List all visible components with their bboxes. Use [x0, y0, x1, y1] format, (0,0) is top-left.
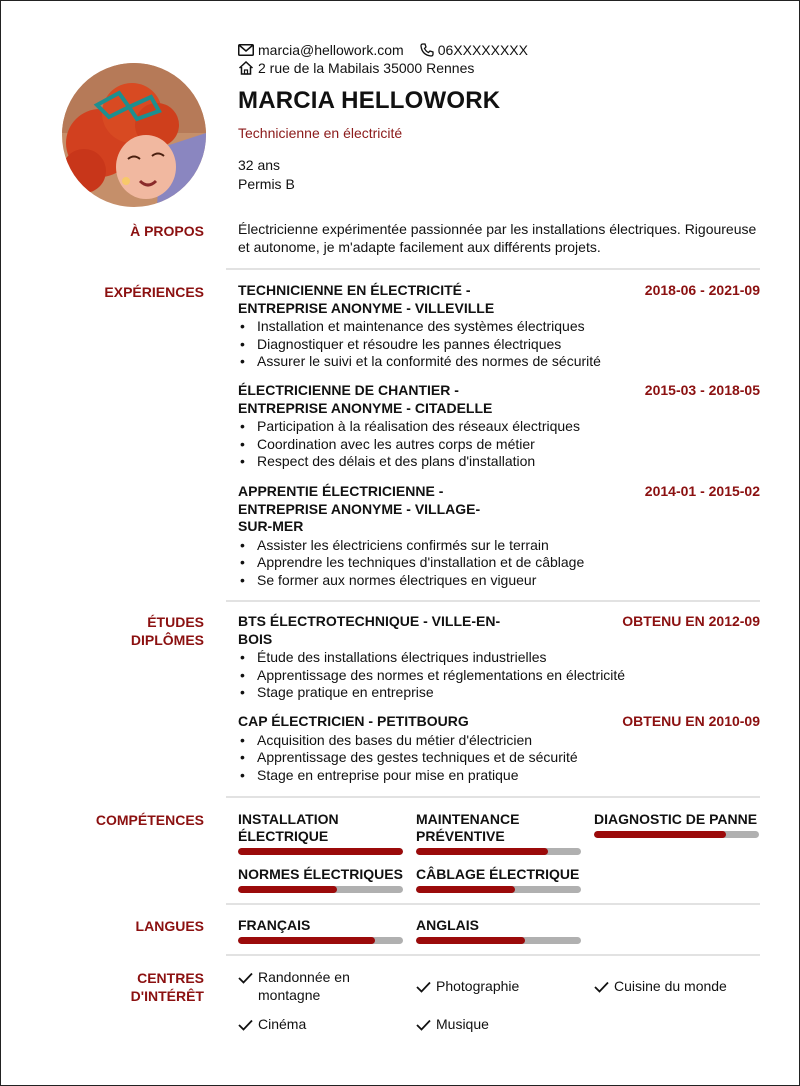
list-item: • Respect des délais et des plans d'installation	[238, 453, 760, 471]
check-icon	[416, 1019, 431, 1031]
skill-level-fill	[238, 848, 403, 855]
section-label-languages: LANGUES	[135, 918, 204, 934]
check-icon	[238, 1019, 253, 1031]
section-label-line: D'INTÉRÊT	[130, 988, 204, 1004]
divider	[226, 268, 760, 270]
section-label-line: DIPLÔMES	[130, 632, 204, 648]
address-text: 2 rue de la Mabilais 35000 Rennes	[258, 60, 475, 76]
list-item: • Installation et maintenance des systèmes électriques	[238, 318, 760, 336]
list-item: • Apprentissage des gestes techniques et de sécurité	[238, 749, 760, 767]
check-icon	[594, 981, 609, 993]
divider	[226, 796, 760, 798]
home-icon	[238, 61, 254, 75]
interest-item	[238, 968, 388, 1004]
list-item: • Étude des installations électriques industrielles	[238, 649, 760, 667]
skill-name: DIAGNOSTIC DE PANNE	[594, 811, 758, 827]
experience-date: 2015-03 - 2018-05	[644, 382, 760, 398]
interest-label: Photographie	[436, 978, 520, 994]
section-label-skills: COMPÉTENCES	[95, 812, 204, 828]
interest-label: Musique	[436, 1016, 489, 1032]
divider	[226, 954, 760, 956]
envelope-icon	[238, 44, 254, 56]
skill-name: INSTALLATION ÉLECTRIQUE	[238, 811, 339, 844]
skill-name: CÂBLAGE ÉLECTRIQUE	[416, 866, 580, 882]
skill-item	[238, 866, 403, 893]
interest-item	[238, 1015, 306, 1033]
language-name: FRANÇAIS	[238, 917, 311, 933]
education-entry	[238, 713, 760, 784]
list-item: • Assister les électriciens confirmés sur le terrain	[238, 537, 760, 555]
email-text: marcia@hellowork.com	[258, 42, 404, 58]
divider	[226, 903, 760, 905]
divider	[226, 600, 760, 602]
skill-level-fill	[416, 886, 515, 893]
profile-photo	[62, 63, 206, 207]
section-label-studies	[131, 613, 204, 649]
section-label-line: ÉTUDES	[147, 614, 204, 630]
experience-title: TECHNICIENNE EN ÉLECTRICITÉ - ENTREPRISE ANONYME - VILLEVILLE	[238, 282, 495, 316]
language-name: ANGLAIS	[416, 917, 479, 933]
section-label-experiences: EXPÉRIENCES	[104, 284, 204, 300]
list-item: • Se former aux normes électriques en vigueur	[238, 572, 760, 590]
list-item: • Stage en entreprise pour mise en pratique	[238, 767, 760, 785]
section-label-about: À PROPOS	[130, 223, 204, 239]
driving-license: Permis B	[238, 176, 295, 192]
list-item: • Apprentissage des normes et réglementations en électricité	[238, 667, 760, 685]
interest-item	[594, 977, 727, 995]
address-contact	[238, 60, 474, 76]
skill-item	[416, 811, 581, 855]
experience-title: APPRENTIE ÉLECTRICIENNE - ENTREPRISE ANONYME - VILLAGE-SUR-MER	[238, 483, 481, 534]
candidate-name: MARCIA HELLOWORK	[238, 87, 501, 114]
list-item: • Apprendre les techniques d'installation et de câblage	[238, 554, 760, 572]
phone-text: 06XXXXXXXX	[437, 42, 528, 58]
interest-item	[416, 1015, 489, 1033]
interest-label: Cuisine du monde	[614, 978, 727, 994]
check-icon	[238, 972, 253, 984]
experience-entry	[238, 382, 760, 471]
email-contact[interactable]	[238, 42, 404, 58]
experience-title: ÉLECTRICIENNE DE CHANTIER - ENTREPRISE ANONYME - CITADELLE	[238, 382, 493, 416]
interest-item	[416, 977, 519, 995]
education-title: BTS ÉLECTROTECHNIQUE - VILLE-EN-BOIS	[238, 613, 501, 647]
experience-date: 2014-01 - 2015-02	[644, 483, 760, 499]
phone-contact[interactable]	[420, 42, 528, 58]
experience-date: 2018-06 - 2021-09	[644, 282, 760, 298]
skill-name: NORMES ÉLECTRIQUES	[238, 866, 403, 882]
skill-level-fill	[238, 886, 337, 893]
skill-item	[594, 811, 759, 838]
skill-level-fill	[594, 831, 726, 838]
language-level-bar	[238, 937, 403, 944]
list-item: • Diagnostiquer et résoudre les pannes électriques	[238, 336, 760, 354]
skill-level-bar	[416, 848, 581, 855]
skill-name: MAINTENANCE PRÉVENTIVE	[416, 811, 520, 844]
language-item	[238, 917, 403, 944]
education-date: OBTENU EN 2012-09	[622, 613, 760, 629]
interest-label: Cinéma	[258, 1016, 307, 1032]
education-entry	[238, 613, 760, 702]
skill-level-bar	[416, 886, 581, 893]
education-title: CAP ÉLECTRICIEN - PETITBOURG	[238, 713, 469, 729]
list-item: • Stage pratique en entreprise	[238, 684, 760, 702]
skill-level-bar	[238, 886, 403, 893]
phone-icon	[420, 43, 434, 57]
section-label-line: CENTRES	[137, 970, 204, 986]
age: 32 ans	[238, 157, 281, 173]
check-icon	[416, 981, 431, 993]
list-item: • Assurer le suivi et la conformité des normes de sécurité	[238, 353, 760, 371]
language-level-bar	[416, 937, 581, 944]
list-item: • Participation à la réalisation des réseaux électriques	[238, 418, 760, 436]
list-item: • Acquisition des bases du métier d'électricien	[238, 732, 760, 750]
interest-label: Randonnée en montagne	[258, 969, 350, 1003]
about-text: Électricienne expérimentée passionnée par les installations électriques. Rigoureuse et autonome, je m'adapte facilement aux différents projets.	[238, 221, 757, 255]
language-item	[416, 917, 581, 944]
language-level-fill	[238, 937, 375, 944]
skill-item	[416, 866, 581, 893]
experience-entry	[238, 483, 760, 589]
skill-item	[238, 811, 403, 855]
skill-level-fill	[416, 848, 548, 855]
list-item: • Coordination avec les autres corps de métier	[238, 436, 760, 454]
education-date: OBTENU EN 2010-09	[622, 713, 760, 729]
contact-block	[238, 41, 528, 77]
experience-entry	[238, 282, 760, 371]
job-title: Technicienne en électricité	[238, 125, 403, 141]
language-level-fill	[416, 937, 525, 944]
skill-level-bar	[594, 831, 759, 838]
skill-level-bar	[238, 848, 403, 855]
section-label-interests	[131, 969, 204, 1005]
